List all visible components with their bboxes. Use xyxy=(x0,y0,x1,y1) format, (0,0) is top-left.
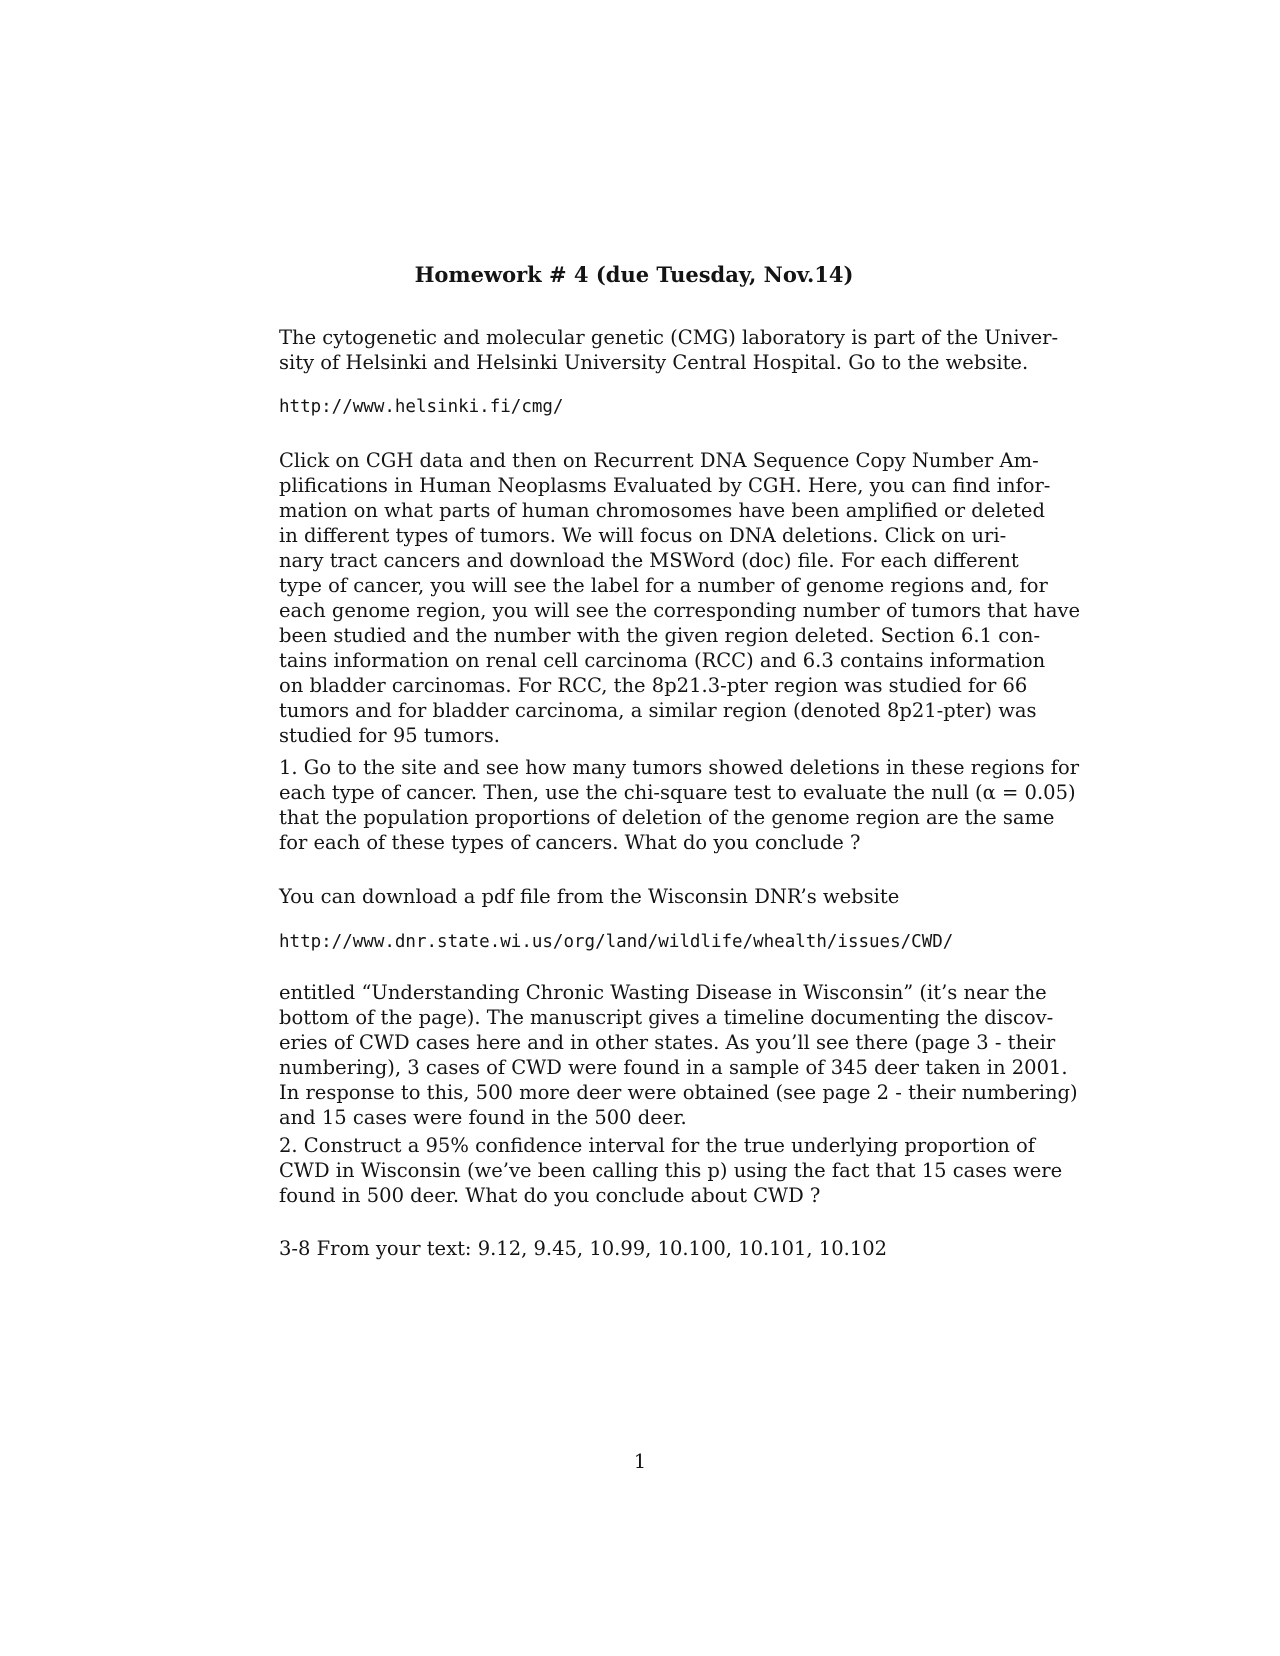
text-line: 3-8 From your text: 9.12, 9.45, 10.99, 10.100, 10.101, 10.102 xyxy=(279,1237,888,1260)
text-line: for each of these types of cancers. What do you conclude ? xyxy=(279,831,861,854)
text-line: 2. Construct a 95% confidence interval for the true underlying proportion of xyxy=(279,1134,1035,1157)
question-1 xyxy=(279,755,1080,855)
text-line: studied for 95 tumors. xyxy=(279,724,500,747)
text-line: each type of cancer. Then, use the chi-square test to evaluate the null (α = 0.05) xyxy=(279,781,1076,804)
text-line: entitled “Understanding Chronic Wasting Disease in Wisconsin” (it’s near the xyxy=(279,981,1047,1004)
text-line: tains information on renal cell carcinoma (RCC) and 6.3 contains information xyxy=(279,649,1046,672)
dnr-url: http://www.dnr.state.wi.us/org/land/wildlife/whealth/issues/CWD/ xyxy=(279,932,954,952)
text-line: found in 500 deer. What do you conclude about CWD ? xyxy=(279,1184,821,1207)
text-line: eries of CWD cases here and in other states. As you’ll see there (page 3 - their xyxy=(279,1031,1056,1054)
homework-title: Homework # 4 (due Tuesday, Nov.14) xyxy=(414,262,854,287)
text-line: that the population proportions of deletion of the genome region are the same xyxy=(279,806,1055,829)
text-line: plifications in Human Neoplasms Evaluated by CGH. Here, you can find infor- xyxy=(279,474,1051,497)
cmg-url: http://www.helsinki.fi/cmg/ xyxy=(279,397,564,417)
text-line: 1. Go to the site and see how many tumors showed deletions in these regions for xyxy=(279,756,1080,779)
dnr-intro xyxy=(279,884,996,909)
text-line: and 15 cases were found in the 500 deer. xyxy=(279,1106,687,1129)
text-line: mation on what parts of human chromosomes have been amplified or deleted xyxy=(279,499,1045,522)
intro-paragraph xyxy=(279,325,1059,375)
text-line: been studied and the number with the given region deleted. Section 6.1 con- xyxy=(279,624,1041,647)
text-line: type of cancer, you will see the label for a number of genome regions and, for xyxy=(279,574,1048,597)
text-line: numbering), 3 cases of CWD were found in a sample of 345 deer taken in 2001. xyxy=(279,1056,1068,1079)
cwd-paragraph xyxy=(279,980,1078,1130)
text-line: in different types of tumors. We will focus on DNA deletions. Click on uri- xyxy=(279,524,1007,547)
page-number: 1 xyxy=(633,1450,647,1473)
cgh-paragraph xyxy=(279,448,1081,748)
text-line: You can download a pdf file from the Wisconsin DNR’s website xyxy=(279,885,900,908)
exercises-line xyxy=(279,1236,996,1261)
text-line: each genome region, you will see the corresponding number of tumors that have xyxy=(279,599,1081,622)
text-line: Click on CGH data and then on Recurrent DNA Sequence Copy Number Am- xyxy=(279,449,1039,472)
text-line: The cytogenetic and molecular genetic (CMG) laboratory is part of the Univer- xyxy=(279,326,1059,349)
text-line: nary tract cancers and download the MSWord (doc) file. For each different xyxy=(279,549,1019,572)
text-line: CWD in Wisconsin (we’ve been calling this p) using the fact that 15 cases were xyxy=(279,1159,1063,1182)
text-line: on bladder carcinomas. For RCC, the 8p21.3-pter region was studied for 66 xyxy=(279,674,1028,697)
text-line: bottom of the page). The manuscript gives a timeline documenting the discov- xyxy=(279,1006,1054,1029)
question-2 xyxy=(279,1133,1063,1208)
text-line: sity of Helsinki and Helsinki University Central Hospital. Go to the website. xyxy=(279,351,1029,374)
text-line: tumors and for bladder carcinoma, a similar region (denoted 8p21-pter) was xyxy=(279,699,1037,722)
text-line: In response to this, 500 more deer were obtained (see page 2 - their numbering) xyxy=(279,1081,1078,1104)
